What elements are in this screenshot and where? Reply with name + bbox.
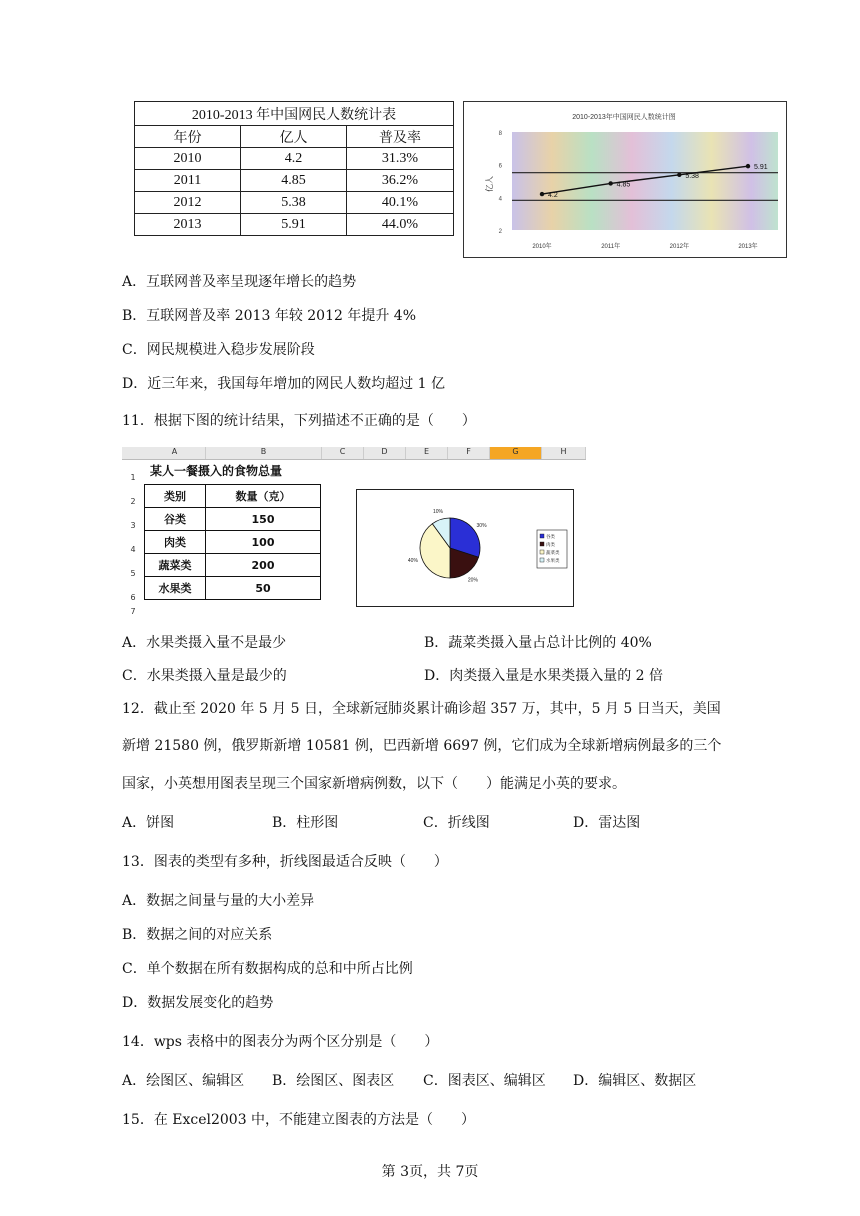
table-cell: 5.91 [241,214,347,236]
row-header: 6 [130,593,136,602]
q12-line-1: 12．截止至 2020 年 5 月 5 日，全球新冠肺炎累计确诊超 357 万，其中，5 月 5 日当天，美国 [122,701,721,717]
table-cell: 36.2% [347,170,454,192]
column-header: E [406,447,448,459]
q15-stem: 15．在 Excel2003 中，不能建立图表的方法是（ ） [122,1112,476,1128]
q14-option-b: B．绘图区、图表区 [272,1073,395,1089]
q10-option-b: B．互联网普及率 2013 年较 2012 年提升 4% [122,308,417,324]
data-label: 5.91 [754,164,768,172]
data-label: 5.38 [685,172,699,180]
internet-users-table [134,101,454,236]
q12-line-2: 新增 21580 例，俄罗斯新增 10581 例，巴西新增 6697 例，它们成为全球新增病例最多的三个 [122,738,722,754]
q13-option-a: A．数据之间量与量的大小差异 [122,893,315,909]
table-cell: 31.3% [347,148,454,170]
food-intake-table [144,484,321,600]
column-header: D [364,447,406,459]
table-cell: 50 [206,577,321,600]
table-title: 2010-2013 年中国网民人数统计表 [135,102,454,126]
sheet-title: 某人一餐摄入的食物总量 [150,464,283,478]
x-tick-label: 2010年 [532,244,552,250]
legend-swatch [540,550,544,554]
table-cell: 40.1% [347,192,454,214]
table-cell: 2010 [135,148,241,170]
y-tick-label: 6 [498,163,502,170]
q13-stem: 13．图表的类型有多种，折线图最适合反映（ ） [122,854,448,870]
table-cell: 44.0% [347,214,454,236]
q11-option-d: D．肉类摄入量是水果类摄入量的 2 倍 [424,668,664,684]
table-cell: 肉类 [145,531,206,554]
q14-option-a: A．绘图区、编辑区 [122,1073,245,1089]
row-header: 2 [130,497,136,506]
pie-chart-svg [357,490,573,606]
q11-option-a: A．水果类摄入量不是最少 [122,635,287,651]
q10-option-a: A．互联网普及率呈现逐年增长的趋势 [122,274,357,290]
data-label: 4.85 [616,181,631,189]
row-header: 5 [130,569,136,578]
line-chart-title: 2010-2013年中国网民人数统计图 [572,114,676,121]
pie-data-label: 20% [467,577,478,584]
table-header: 亿人 [241,126,347,148]
y-tick-label: 8 [498,131,502,137]
pie-data-label: 30% [476,523,487,530]
table-cell: 蔬菜类 [145,554,206,577]
line-chart-svg [464,102,786,257]
column-header: C [322,447,364,459]
q12-line-3: 国家，小英想用图表呈现三个国家新增病例数，以下（ ）能满足小英的要求。 [122,776,626,792]
column-header: F [448,447,490,459]
q14-stem: 14．wps 表格中的图表分为两个区分别是（ ） [122,1034,439,1050]
legend-swatch [540,534,544,538]
table-cell: 谷类 [145,508,206,531]
q11-option-c: C．水果类摄入量是最少的 [122,668,287,684]
table-cell: 2011 [135,170,241,192]
q10-option-d: D．近三年来，我国每年增加的网民人数均超过 1 亿 [122,376,446,392]
table-header: 数量（克） [206,485,321,508]
page-footer: 第 3页，共 7页 [381,1164,479,1180]
legend-swatch [540,558,544,562]
legend-label: 肉类 [546,542,555,547]
row-header: 1 [130,473,136,482]
y-tick-label: 4 [498,196,502,203]
table-header: 类别 [145,485,206,508]
q13-option-c: C．单个数据在所有数据构成的总和中所占比例 [122,961,413,977]
table-cell: 4.85 [241,170,347,192]
table-cell: 5.38 [241,192,347,214]
legend-label: 谷类 [546,534,555,539]
table-cell: 2013 [135,214,241,236]
legend-label: 蔬菜类 [546,550,560,555]
q12-option-b: B．柱形图 [272,815,339,831]
pie-data-label: 10% [432,508,443,515]
x-tick-label: 2011年 [601,244,621,250]
table-header: 年份 [135,126,241,148]
x-tick-label: 2013年 [738,244,758,250]
q12-option-a: A．饼图 [122,815,175,831]
column-header: A [144,447,206,459]
q12-option-c: C．折线图 [423,815,490,831]
y-axis-label: 亿人 [485,176,494,192]
spreadsheet-image [122,447,586,615]
column-header: H [542,447,586,459]
table-cell: 200 [206,554,321,577]
q11-option-b: B．蔬菜类摄入量占总计比例的 40% [424,635,652,651]
q13-option-d: D．数据发展变化的趋势 [122,995,274,1011]
plot-area [512,132,778,230]
table-cell: 100 [206,531,321,554]
data-label: 4.2 [548,192,558,200]
data-point [677,173,681,177]
pie-chart-box [356,489,574,607]
legend-swatch [540,542,544,546]
q10-option-c: C．网民规模进入稳步发展阶段 [122,342,315,358]
pie-data-label: 40% [407,558,418,565]
row-header: 7 [130,607,136,616]
q14-option-c: C．图表区、编辑区 [423,1073,546,1089]
row-header: 3 [130,521,136,530]
data-point [540,192,544,196]
table-cell: 4.2 [241,148,347,170]
data-point [608,181,612,185]
table-cell: 水果类 [145,577,206,600]
x-tick-label: 2012年 [669,244,690,250]
table-cell: 2012 [135,192,241,214]
column-header-selected: G [490,447,542,459]
q11-stem: 11．根据下图的统计结果，下列描述不正确的是（ ） [122,413,476,429]
row-header: 4 [130,545,136,554]
q13-option-b: B．数据之间的对应关系 [122,927,273,943]
table-header: 普及率 [347,126,454,148]
q12-option-d: D．雷达图 [573,815,641,831]
y-tick-label: 2 [498,229,502,235]
internet-users-line-chart [463,101,787,258]
q14-option-d: D．编辑区、数据区 [573,1073,697,1089]
legend-label: 水果类 [546,558,560,563]
column-header: B [206,447,322,459]
table-cell: 150 [206,508,321,531]
data-point [746,164,750,168]
